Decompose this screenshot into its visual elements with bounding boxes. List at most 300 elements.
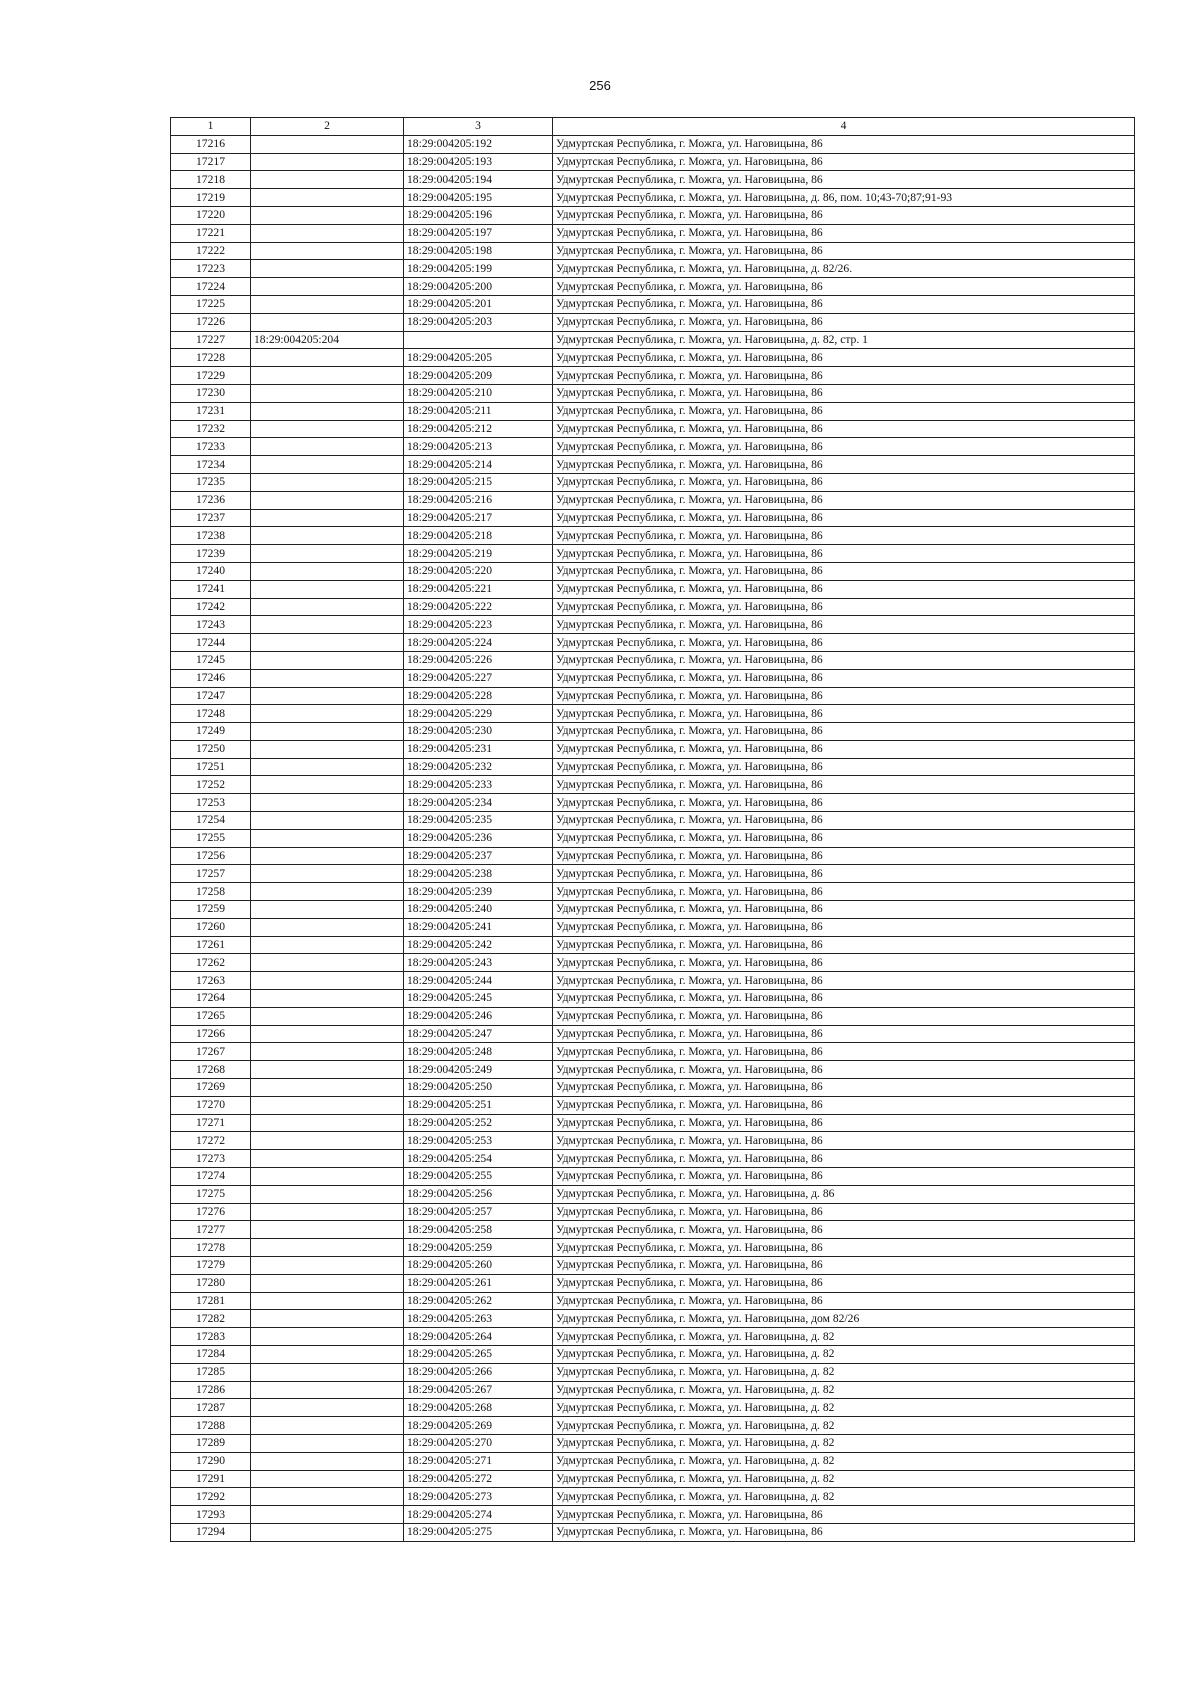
row-number-cell: 17269 bbox=[171, 1079, 251, 1097]
parcel-cadastral-cell bbox=[251, 1221, 404, 1239]
table-row bbox=[171, 1079, 1135, 1097]
building-cadastral-cell: 18:29:004205:243 bbox=[404, 954, 553, 972]
row-number-cell: 17259 bbox=[171, 901, 251, 919]
row-number-cell: 17229 bbox=[171, 367, 251, 385]
row-number-cell: 17256 bbox=[171, 847, 251, 865]
parcel-cadastral-cell bbox=[251, 865, 404, 883]
parcel-cadastral-cell bbox=[251, 1150, 404, 1168]
row-number-cell: 17254 bbox=[171, 812, 251, 830]
row-number-cell: 17223 bbox=[171, 260, 251, 278]
row-number-cell: 17221 bbox=[171, 224, 251, 242]
table-row bbox=[171, 598, 1135, 616]
building-cadastral-cell: 18:29:004205:237 bbox=[404, 847, 553, 865]
building-cadastral-cell: 18:29:004205:249 bbox=[404, 1061, 553, 1079]
address-cell: Удмуртская Республика, г. Можга, ул. Наговицына, 86 bbox=[553, 812, 1135, 830]
parcel-cadastral-cell bbox=[251, 260, 404, 278]
address-cell: Удмуртская Республика, г. Можга, ул. Наговицына, 86 bbox=[553, 1061, 1135, 1079]
parcel-cadastral-cell bbox=[251, 723, 404, 741]
table-row bbox=[171, 1434, 1135, 1452]
row-number-cell: 17222 bbox=[171, 242, 251, 260]
address-cell: Удмуртская Республика, г. Можга, ул. Наговицына, 86 bbox=[553, 1523, 1135, 1541]
table-row bbox=[171, 1523, 1135, 1541]
parcel-cadastral-cell bbox=[251, 1523, 404, 1541]
parcel-cadastral-cell bbox=[251, 669, 404, 687]
parcel-cadastral-cell bbox=[251, 1007, 404, 1025]
parcel-cadastral-cell bbox=[251, 1399, 404, 1417]
table-row bbox=[171, 1239, 1135, 1257]
row-number-cell: 17244 bbox=[171, 634, 251, 652]
parcel-cadastral-cell bbox=[251, 1470, 404, 1488]
address-cell: Удмуртская Республика, г. Можга, ул. Наговицына, 86 bbox=[553, 1132, 1135, 1150]
header-row bbox=[171, 118, 1135, 136]
parcel-cadastral-cell bbox=[251, 918, 404, 936]
parcel-cadastral-cell bbox=[251, 1310, 404, 1328]
parcel-cadastral-cell bbox=[251, 1203, 404, 1221]
parcel-cadastral-cell bbox=[251, 562, 404, 580]
parcel-cadastral-cell bbox=[251, 1363, 404, 1381]
building-cadastral-cell: 18:29:004205:236 bbox=[404, 829, 553, 847]
table-row bbox=[171, 1274, 1135, 1292]
row-number-cell: 17235 bbox=[171, 473, 251, 491]
table-row bbox=[171, 865, 1135, 883]
address-cell: Удмуртская Республика, г. Можга, ул. Наговицына, 86 bbox=[553, 634, 1135, 652]
row-number-cell: 17243 bbox=[171, 616, 251, 634]
table-row bbox=[171, 918, 1135, 936]
parcel-cadastral-cell bbox=[251, 651, 404, 669]
address-cell: Удмуртская Республика, г. Можга, ул. Наговицына, 86 bbox=[553, 384, 1135, 402]
page-number: 256 bbox=[589, 78, 611, 93]
building-cadastral-cell: 18:29:004205:246 bbox=[404, 1007, 553, 1025]
parcel-cadastral-cell bbox=[251, 1043, 404, 1061]
row-number-cell: 17236 bbox=[171, 491, 251, 509]
building-cadastral-cell: 18:29:004205:262 bbox=[404, 1292, 553, 1310]
table-row bbox=[171, 242, 1135, 260]
row-number-cell: 17275 bbox=[171, 1185, 251, 1203]
building-cadastral-cell: 18:29:004205:197 bbox=[404, 224, 553, 242]
building-cadastral-cell: 18:29:004205:232 bbox=[404, 758, 553, 776]
table-row bbox=[171, 153, 1135, 171]
row-number-cell: 17270 bbox=[171, 1096, 251, 1114]
address-cell: Удмуртская Республика, г. Можга, ул. Наговицына, 86 bbox=[553, 135, 1135, 153]
address-cell: Удмуртская Республика, г. Можга, ул. Наговицына, 86 bbox=[553, 278, 1135, 296]
table-row bbox=[171, 1470, 1135, 1488]
row-number-cell: 17231 bbox=[171, 402, 251, 420]
row-number-cell: 17260 bbox=[171, 918, 251, 936]
parcel-cadastral-cell bbox=[251, 1185, 404, 1203]
building-cadastral-cell: 18:29:004205:200 bbox=[404, 278, 553, 296]
address-cell: Удмуртская Республика, г. Можга, ул. Наговицына, 86 bbox=[553, 936, 1135, 954]
address-cell: Удмуртская Республика, г. Можга, ул. Наговицына, 86 bbox=[553, 295, 1135, 313]
row-number-cell: 17240 bbox=[171, 562, 251, 580]
address-cell: Удмуртская Республика, г. Можга, ул. Наговицына, 86 bbox=[553, 865, 1135, 883]
row-number-cell: 17258 bbox=[171, 883, 251, 901]
address-cell: Удмуртская Республика, г. Можга, ул. Наговицына, 86 bbox=[553, 847, 1135, 865]
row-number-cell: 17227 bbox=[171, 331, 251, 349]
table-row bbox=[171, 402, 1135, 420]
parcel-cadastral-cell bbox=[251, 1025, 404, 1043]
parcel-cadastral-cell bbox=[251, 972, 404, 990]
row-number-cell: 17249 bbox=[171, 723, 251, 741]
row-number-cell: 17291 bbox=[171, 1470, 251, 1488]
parcel-cadastral-cell bbox=[251, 1096, 404, 1114]
building-cadastral-cell: 18:29:004205:242 bbox=[404, 936, 553, 954]
building-cadastral-cell: 18:29:004205:265 bbox=[404, 1345, 553, 1363]
parcel-cadastral-cell bbox=[251, 1239, 404, 1257]
address-cell: Удмуртская Республика, г. Можга, ул. Наговицына, 86 bbox=[553, 776, 1135, 794]
row-number-cell: 17257 bbox=[171, 865, 251, 883]
row-number-cell: 17280 bbox=[171, 1274, 251, 1292]
table-row bbox=[171, 135, 1135, 153]
address-cell: Удмуртская Республика, г. Можга, ул. Наговицына, д. 82 bbox=[553, 1417, 1135, 1435]
address-cell: Удмуртская Республика, г. Можга, ул. Наговицына, 86 bbox=[553, 420, 1135, 438]
row-number-cell: 17252 bbox=[171, 776, 251, 794]
building-cadastral-cell: 18:29:004205:221 bbox=[404, 580, 553, 598]
parcel-cadastral-cell bbox=[251, 1168, 404, 1186]
table-row bbox=[171, 224, 1135, 242]
table-row bbox=[171, 1007, 1135, 1025]
building-cadastral-cell: 18:29:004205:223 bbox=[404, 616, 553, 634]
parcel-cadastral-cell bbox=[251, 456, 404, 474]
table-row bbox=[171, 936, 1135, 954]
building-cadastral-cell: 18:29:004205:272 bbox=[404, 1470, 553, 1488]
address-cell: Удмуртская Республика, г. Можга, ул. Наговицына, д. 82 bbox=[553, 1381, 1135, 1399]
address-cell: Удмуртская Республика, г. Можга, ул. Наговицына, 86 bbox=[553, 829, 1135, 847]
row-number-cell: 17284 bbox=[171, 1345, 251, 1363]
parcel-cadastral-cell bbox=[251, 758, 404, 776]
parcel-cadastral-cell bbox=[251, 313, 404, 331]
address-cell: Удмуртская Республика, г. Можга, ул. Наговицына, д. 86, пом. 10;43-70;87;91-93 bbox=[553, 189, 1135, 207]
table-row bbox=[171, 794, 1135, 812]
parcel-cadastral-cell bbox=[251, 527, 404, 545]
parcel-cadastral-cell bbox=[251, 1506, 404, 1524]
row-number-cell: 17253 bbox=[171, 794, 251, 812]
building-cadastral-cell: 18:29:004205:235 bbox=[404, 812, 553, 830]
parcel-cadastral-cell bbox=[251, 1328, 404, 1346]
building-cadastral-cell: 18:29:004205:264 bbox=[404, 1328, 553, 1346]
parcel-cadastral-cell bbox=[251, 598, 404, 616]
address-cell: Удмуртская Республика, г. Можга, ул. Наговицына, 86 bbox=[553, 1203, 1135, 1221]
parcel-cadastral-cell bbox=[251, 829, 404, 847]
address-cell: Удмуртская Республика, г. Можга, ул. Наговицына, д. 82 bbox=[553, 1363, 1135, 1381]
building-cadastral-cell: 18:29:004205:266 bbox=[404, 1363, 553, 1381]
building-cadastral-cell: 18:29:004205:274 bbox=[404, 1506, 553, 1524]
row-number-cell: 17285 bbox=[171, 1363, 251, 1381]
address-cell: Удмуртская Республика, г. Можга, ул. Наговицына, 86 bbox=[553, 598, 1135, 616]
row-number-cell: 17225 bbox=[171, 295, 251, 313]
table-row bbox=[171, 1328, 1135, 1346]
address-cell: Удмуртская Республика, г. Можга, ул. Наговицына, 86 bbox=[553, 1043, 1135, 1061]
row-number-cell: 17241 bbox=[171, 580, 251, 598]
row-number-cell: 17277 bbox=[171, 1221, 251, 1239]
building-cadastral-cell: 18:29:004205:240 bbox=[404, 901, 553, 919]
address-cell: Удмуртская Республика, г. Можга, ул. Наговицына, 86 bbox=[553, 1114, 1135, 1132]
building-cadastral-cell: 18:29:004205:268 bbox=[404, 1399, 553, 1417]
table-row bbox=[171, 723, 1135, 741]
parcel-cadastral-cell bbox=[251, 1345, 404, 1363]
address-cell: Удмуртская Республика, г. Можга, ул. Наговицына, 86 bbox=[553, 651, 1135, 669]
parcel-cadastral-cell bbox=[251, 1114, 404, 1132]
table-row bbox=[171, 1168, 1135, 1186]
row-number-cell: 17248 bbox=[171, 705, 251, 723]
building-cadastral-cell: 18:29:004205:258 bbox=[404, 1221, 553, 1239]
table-row bbox=[171, 1345, 1135, 1363]
address-cell: Удмуртская Республика, г. Можга, ул. Наговицына, 86 bbox=[553, 1257, 1135, 1275]
building-cadastral-cell: 18:29:004205:254 bbox=[404, 1150, 553, 1168]
row-number-cell: 17293 bbox=[171, 1506, 251, 1524]
row-number-cell: 17264 bbox=[171, 990, 251, 1008]
table-row bbox=[171, 1292, 1135, 1310]
row-number-cell: 17271 bbox=[171, 1114, 251, 1132]
parcel-cadastral-cell bbox=[251, 1257, 404, 1275]
table-row bbox=[171, 384, 1135, 402]
parcel-cadastral-cell bbox=[251, 580, 404, 598]
address-cell: Удмуртская Республика, г. Можга, ул. Наговицына, 86 bbox=[553, 1025, 1135, 1043]
table-row bbox=[171, 278, 1135, 296]
building-cadastral-cell: 18:29:004205:210 bbox=[404, 384, 553, 402]
parcel-cadastral-cell bbox=[251, 545, 404, 563]
address-cell: Удмуртская Республика, г. Можга, ул. Наговицына, д. 82/26. bbox=[553, 260, 1135, 278]
parcel-cadastral-cell bbox=[251, 153, 404, 171]
address-cell: Удмуртская Республика, г. Можга, ул. Наговицына, д. 82 bbox=[553, 1488, 1135, 1506]
building-cadastral-cell bbox=[404, 331, 553, 349]
row-number-cell: 17250 bbox=[171, 740, 251, 758]
row-number-cell: 17216 bbox=[171, 135, 251, 153]
table-row bbox=[171, 1506, 1135, 1524]
row-number-cell: 17268 bbox=[171, 1061, 251, 1079]
parcel-cadastral-cell bbox=[251, 705, 404, 723]
table-row bbox=[171, 972, 1135, 990]
row-number-cell: 17218 bbox=[171, 171, 251, 189]
building-cadastral-cell: 18:29:004205:194 bbox=[404, 171, 553, 189]
table-row bbox=[171, 438, 1135, 456]
building-cadastral-cell: 18:29:004205:250 bbox=[404, 1079, 553, 1097]
building-cadastral-cell: 18:29:004205:193 bbox=[404, 153, 553, 171]
building-cadastral-cell: 18:29:004205:198 bbox=[404, 242, 553, 260]
table-row bbox=[171, 651, 1135, 669]
table-row bbox=[171, 1488, 1135, 1506]
building-cadastral-cell: 18:29:004205:229 bbox=[404, 705, 553, 723]
table-row bbox=[171, 776, 1135, 794]
address-cell: Удмуртская Республика, г. Можга, ул. Наговицына, 86 bbox=[553, 313, 1135, 331]
building-cadastral-cell: 18:29:004205:256 bbox=[404, 1185, 553, 1203]
address-cell: Удмуртская Республика, г. Можга, ул. Наговицына, дом 82/26 bbox=[553, 1310, 1135, 1328]
parcel-cadastral-cell bbox=[251, 224, 404, 242]
row-number-cell: 17286 bbox=[171, 1381, 251, 1399]
parcel-cadastral-cell bbox=[251, 171, 404, 189]
address-cell: Удмуртская Республика, г. Можга, ул. Наговицына, 86 bbox=[553, 1292, 1135, 1310]
building-cadastral-cell: 18:29:004205:271 bbox=[404, 1452, 553, 1470]
row-number-cell: 17220 bbox=[171, 206, 251, 224]
address-cell: Удмуртская Республика, г. Можга, ул. Наговицына, д. 82 bbox=[553, 1470, 1135, 1488]
address-cell: Удмуртская Республика, г. Можга, ул. Наговицына, 86 bbox=[553, 206, 1135, 224]
parcel-cadastral-cell bbox=[251, 794, 404, 812]
row-number-cell: 17267 bbox=[171, 1043, 251, 1061]
table-row bbox=[171, 829, 1135, 847]
building-cadastral-cell: 18:29:004205:241 bbox=[404, 918, 553, 936]
address-cell: Удмуртская Республика, г. Можга, ул. Наговицына, 86 bbox=[553, 794, 1135, 812]
building-cadastral-cell: 18:29:004205:244 bbox=[404, 972, 553, 990]
building-cadastral-cell: 18:29:004205:214 bbox=[404, 456, 553, 474]
row-number-cell: 17294 bbox=[171, 1523, 251, 1541]
parcel-cadastral-cell bbox=[251, 491, 404, 509]
parcel-cadastral-cell bbox=[251, 687, 404, 705]
building-cadastral-cell: 18:29:004205:215 bbox=[404, 473, 553, 491]
table-row bbox=[171, 1221, 1135, 1239]
parcel-cadastral-cell bbox=[251, 901, 404, 919]
building-cadastral-cell: 18:29:004205:227 bbox=[404, 669, 553, 687]
address-cell: Удмуртская Республика, г. Можга, ул. Наговицына, 86 bbox=[553, 1096, 1135, 1114]
parcel-cadastral-cell bbox=[251, 438, 404, 456]
parcel-cadastral-cell bbox=[251, 740, 404, 758]
building-cadastral-cell: 18:29:004205:230 bbox=[404, 723, 553, 741]
parcel-cadastral-cell bbox=[251, 1488, 404, 1506]
address-cell: Удмуртская Республика, г. Можга, ул. Наговицына, д. 82 bbox=[553, 1399, 1135, 1417]
row-number-cell: 17279 bbox=[171, 1257, 251, 1275]
row-number-cell: 17278 bbox=[171, 1239, 251, 1257]
address-cell: Удмуртская Республика, г. Можга, ул. Наговицына, 86 bbox=[553, 740, 1135, 758]
building-cadastral-cell: 18:29:004205:261 bbox=[404, 1274, 553, 1292]
row-number-cell: 17263 bbox=[171, 972, 251, 990]
row-number-cell: 17234 bbox=[171, 456, 251, 474]
row-number-cell: 17238 bbox=[171, 527, 251, 545]
building-cadastral-cell: 18:29:004205:226 bbox=[404, 651, 553, 669]
column-header-4: 4 bbox=[553, 118, 1135, 136]
table-row bbox=[171, 313, 1135, 331]
row-number-cell: 17287 bbox=[171, 1399, 251, 1417]
row-number-cell: 17276 bbox=[171, 1203, 251, 1221]
row-number-cell: 17251 bbox=[171, 758, 251, 776]
parcel-cadastral-cell bbox=[251, 295, 404, 313]
column-header-2: 2 bbox=[251, 118, 404, 136]
table-row bbox=[171, 206, 1135, 224]
address-cell: Удмуртская Республика, г. Можга, ул. Наговицына, 86 bbox=[553, 1150, 1135, 1168]
address-cell: Удмуртская Республика, г. Можга, ул. Наговицына, д. 82 bbox=[553, 1328, 1135, 1346]
table-row bbox=[171, 562, 1135, 580]
row-number-cell: 17237 bbox=[171, 509, 251, 527]
building-cadastral-cell: 18:29:004205:231 bbox=[404, 740, 553, 758]
building-cadastral-cell: 18:29:004205:199 bbox=[404, 260, 553, 278]
table-row bbox=[171, 349, 1135, 367]
building-cadastral-cell: 18:29:004205:273 bbox=[404, 1488, 553, 1506]
address-cell: Удмуртская Республика, г. Можга, ул. Наговицына, 86 bbox=[553, 367, 1135, 385]
row-number-cell: 17282 bbox=[171, 1310, 251, 1328]
building-cadastral-cell: 18:29:004205:233 bbox=[404, 776, 553, 794]
address-cell: Удмуртская Республика, г. Можга, ул. Наговицына, 86 bbox=[553, 562, 1135, 580]
building-cadastral-cell: 18:29:004205:209 bbox=[404, 367, 553, 385]
building-cadastral-cell: 18:29:004205:211 bbox=[404, 402, 553, 420]
parcel-cadastral-cell bbox=[251, 1452, 404, 1470]
table-row bbox=[171, 758, 1135, 776]
table-row bbox=[171, 1257, 1135, 1275]
building-cadastral-cell: 18:29:004205:253 bbox=[404, 1132, 553, 1150]
parcel-cadastral-cell bbox=[251, 189, 404, 207]
address-cell: Удмуртская Республика, г. Можга, ул. Наговицына, 86 bbox=[553, 402, 1135, 420]
table-row bbox=[171, 847, 1135, 865]
building-cadastral-cell: 18:29:004205:260 bbox=[404, 1257, 553, 1275]
address-cell: Удмуртская Республика, г. Можга, ул. Наговицына, д. 82 bbox=[553, 1345, 1135, 1363]
address-cell: Удмуртская Республика, г. Можга, ул. Наговицына, 86 bbox=[553, 171, 1135, 189]
row-number-cell: 17265 bbox=[171, 1007, 251, 1025]
row-number-cell: 17266 bbox=[171, 1025, 251, 1043]
table-row bbox=[171, 687, 1135, 705]
building-cadastral-cell: 18:29:004205:212 bbox=[404, 420, 553, 438]
parcel-cadastral-cell bbox=[251, 278, 404, 296]
building-cadastral-cell: 18:29:004205:269 bbox=[404, 1417, 553, 1435]
building-cadastral-cell: 18:29:004205:238 bbox=[404, 865, 553, 883]
table-row bbox=[171, 189, 1135, 207]
table-row bbox=[171, 545, 1135, 563]
row-number-cell: 17245 bbox=[171, 651, 251, 669]
table-row bbox=[171, 171, 1135, 189]
building-cadastral-cell: 18:29:004205:275 bbox=[404, 1523, 553, 1541]
building-cadastral-cell: 18:29:004205:259 bbox=[404, 1239, 553, 1257]
table-row bbox=[171, 634, 1135, 652]
parcel-cadastral-cell bbox=[251, 936, 404, 954]
row-number-cell: 17261 bbox=[171, 936, 251, 954]
address-cell: Удмуртская Республика, г. Можга, ул. Наговицына, 86 bbox=[553, 242, 1135, 260]
address-cell: Удмуртская Республика, г. Можга, ул. Наговицына, 86 bbox=[553, 901, 1135, 919]
building-cadastral-cell: 18:29:004205:234 bbox=[404, 794, 553, 812]
table-row bbox=[171, 527, 1135, 545]
address-cell: Удмуртская Республика, г. Можга, ул. Наговицына, 86 bbox=[553, 918, 1135, 936]
address-cell: Удмуртская Республика, г. Можга, ул. Наговицына, 86 bbox=[553, 473, 1135, 491]
table-body bbox=[171, 135, 1135, 1541]
table-row bbox=[171, 1417, 1135, 1435]
row-number-cell: 17274 bbox=[171, 1168, 251, 1186]
row-number-cell: 17224 bbox=[171, 278, 251, 296]
table-row bbox=[171, 1452, 1135, 1470]
address-cell: Удмуртская Республика, г. Можга, ул. Наговицына, 86 bbox=[553, 491, 1135, 509]
address-cell: Удмуртская Республика, г. Можга, ул. Наговицына, д. 82, стр. 1 bbox=[553, 331, 1135, 349]
building-cadastral-cell: 18:29:004205:195 bbox=[404, 189, 553, 207]
row-number-cell: 17273 bbox=[171, 1150, 251, 1168]
row-number-cell: 17288 bbox=[171, 1417, 251, 1435]
building-cadastral-cell: 18:29:004205:255 bbox=[404, 1168, 553, 1186]
column-header-1: 1 bbox=[171, 118, 251, 136]
table-row bbox=[171, 420, 1135, 438]
address-cell: Удмуртская Республика, г. Можга, ул. Наговицына, 86 bbox=[553, 527, 1135, 545]
parcel-cadastral-cell bbox=[251, 634, 404, 652]
address-cell: Удмуртская Республика, г. Можга, ул. Наговицына, д. 86 bbox=[553, 1185, 1135, 1203]
building-cadastral-cell: 18:29:004205:245 bbox=[404, 990, 553, 1008]
table-row bbox=[171, 1150, 1135, 1168]
parcel-cadastral-cell bbox=[251, 473, 404, 491]
address-cell: Удмуртская Республика, г. Можга, ул. Наговицына, 86 bbox=[553, 1168, 1135, 1186]
parcel-cadastral-cell: 18:29:004205:204 bbox=[251, 331, 404, 349]
column-header-3: 3 bbox=[404, 118, 553, 136]
row-number-cell: 17283 bbox=[171, 1328, 251, 1346]
parcel-cadastral-cell bbox=[251, 616, 404, 634]
address-cell: Удмуртская Республика, г. Можга, ул. Наговицына, 86 bbox=[553, 883, 1135, 901]
table-row bbox=[171, 491, 1135, 509]
table-row bbox=[171, 883, 1135, 901]
building-cadastral-cell: 18:29:004205:263 bbox=[404, 1310, 553, 1328]
row-number-cell: 17290 bbox=[171, 1452, 251, 1470]
table-row bbox=[171, 1381, 1135, 1399]
address-cell: Удмуртская Республика, г. Можга, ул. Наговицына, 86 bbox=[553, 954, 1135, 972]
table-row bbox=[171, 1203, 1135, 1221]
table-row bbox=[171, 740, 1135, 758]
building-cadastral-cell: 18:29:004205:217 bbox=[404, 509, 553, 527]
row-number-cell: 17233 bbox=[171, 438, 251, 456]
table-row bbox=[171, 990, 1135, 1008]
address-cell: Удмуртская Республика, г. Можга, ул. Наговицына, 86 bbox=[553, 1274, 1135, 1292]
address-cell: Удмуртская Республика, г. Можга, ул. Наговицына, 86 bbox=[553, 616, 1135, 634]
building-cadastral-cell: 18:29:004205:224 bbox=[404, 634, 553, 652]
table-row bbox=[171, 669, 1135, 687]
table-row bbox=[171, 260, 1135, 278]
building-cadastral-cell: 18:29:004205:248 bbox=[404, 1043, 553, 1061]
